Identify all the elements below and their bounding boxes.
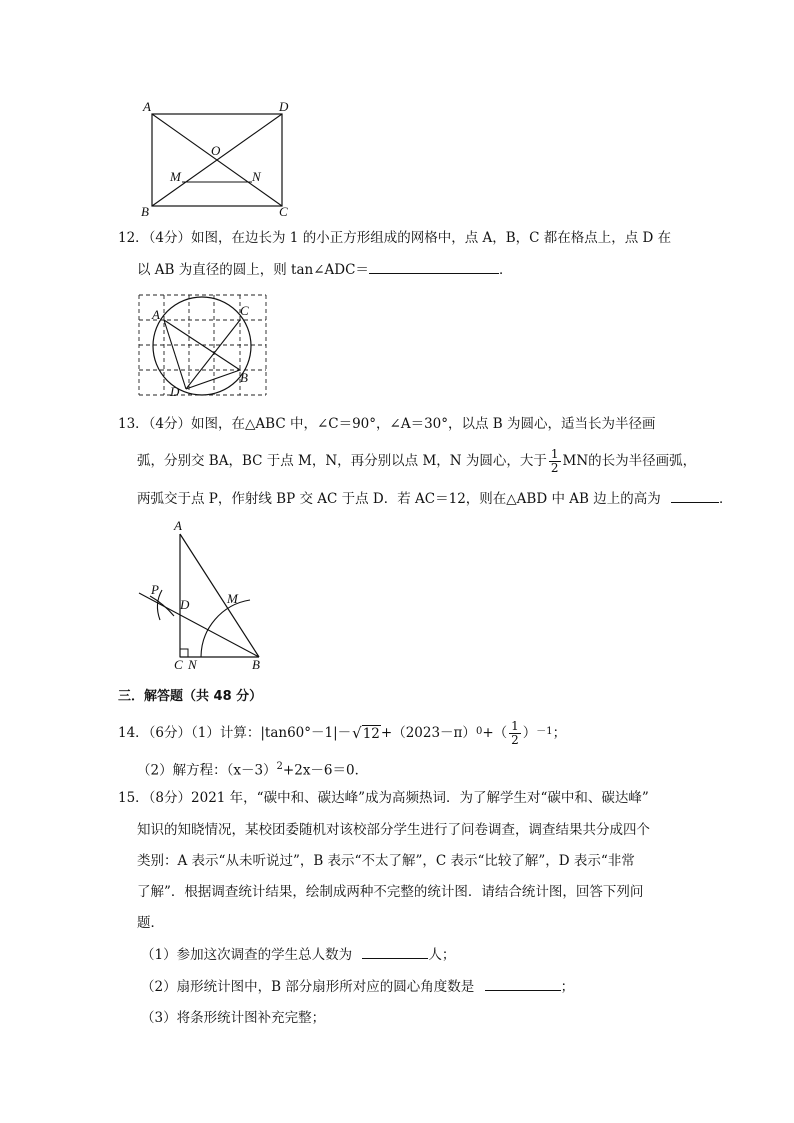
- figure-rectangle-diagonals: [138, 98, 298, 220]
- q13-line2-text-b: MN的长为半径画弧，: [562, 453, 697, 469]
- q15-line5: 题．: [137, 915, 164, 931]
- q13-line1: 13．（4分）如图，在△ABC 中，∠C＝90°，∠A＝30°，以点 B 为圆心，适当长为半径画: [118, 416, 656, 432]
- label-d: D: [170, 384, 180, 399]
- segment-ad: [164, 320, 186, 389]
- q15-sub1-text-b: 人；: [428, 947, 456, 963]
- circle-ab-diameter: [153, 297, 251, 395]
- arc-p-2: [150, 596, 174, 616]
- exponent-two: 2: [276, 761, 283, 772]
- q14-line1-text-e: ；: [552, 725, 567, 741]
- section-3-heading: 三．解答题（共 48 分）: [118, 689, 263, 704]
- figure-right-triangle: [134, 516, 274, 672]
- q15-sub2-blank[interactable]: [485, 976, 561, 991]
- q12-line2-end: ．: [498, 262, 513, 278]
- q13-line3-end: ．: [719, 491, 733, 507]
- label-d: D: [279, 99, 289, 114]
- label-c: C: [279, 204, 288, 219]
- q14-line2-text-b: +2x－6＝0．: [282, 762, 369, 779]
- q15-sub2-text-a: （2）扇形统计图中，B 部分扇形所对应的圆心角度数是: [141, 979, 475, 995]
- q12-line1: 12．（4分）如图，在边长为 1 的小正方形组成的网格中，点 A，B，C 都在格点上，点 D 在: [118, 230, 672, 246]
- q14-line1: [118, 718, 566, 748]
- q15-sub1-text-a: （1）参加这次调查的学生总人数为: [141, 947, 353, 963]
- label-a: A: [174, 518, 182, 533]
- q15-line1: 15．（8分）2021 年，“碳中和、碳达峰”成为高频热词．为了解学生对“碳中和、碳达峰”: [118, 790, 649, 806]
- label-c: C: [174, 657, 183, 672]
- q13-line2: [137, 446, 696, 476]
- q15-sub1-blank[interactable]: [362, 944, 428, 959]
- right-angle-mark: [180, 649, 188, 657]
- label-b: B: [252, 657, 260, 672]
- q14-line1-text-c: +（: [482, 725, 508, 741]
- figure-grid-circle: [134, 290, 274, 400]
- q15-line2: 知识的知晓情况，某校团委随机对该校部分学生进行了问卷调查，调查结果共分成四个: [137, 822, 650, 838]
- label-b: B: [141, 204, 149, 219]
- q12-line2: [137, 259, 512, 280]
- label-d: D: [180, 597, 190, 612]
- fraction-denominator: 2: [511, 732, 519, 747]
- q13-answer-blank[interactable]: [671, 488, 719, 503]
- sqrt-sign: √: [352, 724, 362, 742]
- label-p: P: [151, 582, 159, 597]
- label-n: N: [188, 657, 197, 672]
- segment-dc: [186, 320, 240, 389]
- q14-fraction-half: [509, 720, 521, 747]
- label-m: M: [170, 169, 181, 184]
- exponent-neg-one: －1: [536, 726, 553, 737]
- q14-line1-text-d: ）: [522, 725, 537, 741]
- q15-line3: 类别：A 表示“从未听说过”，B 表示“不太了解”，C 表示“比较了解”，D 表示“非常: [137, 853, 635, 869]
- q15-sub2: [141, 976, 574, 997]
- side-ab: [180, 534, 259, 657]
- q15-sub1: [141, 944, 455, 965]
- label-o: O: [211, 143, 221, 158]
- q12-answer-blank[interactable]: [369, 259, 499, 274]
- sqrt-argument: 12: [362, 725, 380, 742]
- q14-line2-text-a: （2）解方程：（x－3）: [137, 762, 277, 779]
- q12-line2-text: 以 AB 为直径的圆上，则 tan∠ADC＝: [137, 262, 369, 278]
- label-m: M: [227, 591, 238, 606]
- q13-line3: [137, 488, 733, 509]
- label-a: A: [152, 307, 160, 322]
- label-b: B: [240, 370, 248, 385]
- fraction-numerator: 1: [550, 446, 559, 461]
- label-a: A: [143, 99, 151, 114]
- q15-sub2-text-b: ；: [560, 979, 575, 995]
- q14-line2: [137, 757, 368, 781]
- exponent-zero: 0: [475, 726, 483, 737]
- fraction-denominator: 2: [550, 460, 559, 475]
- q15-sub3: （3）将条形统计图补充完整；: [141, 1010, 326, 1026]
- q14-line1-text-a: 14．（6分）（1）计算：|tan60°－1|－: [118, 725, 352, 741]
- q14-line1-text-b: +（2023－π）: [380, 725, 476, 741]
- fraction-numerator: 1: [511, 718, 519, 733]
- q13-line3-text: 两弧交于点 P，作射线 BP 交 AC 于点 D．若 AC＝12，则在△ABD 中 AB 边上的高为: [137, 491, 661, 507]
- q15-line4: 了解”．根据调查统计结果，绘制成两种不完整的统计图．请结合统计图，回答下列问: [137, 884, 644, 900]
- q13-line2-text-a: 弧，分别交 BA，BC 于点 M，N，再分别以点 M，N 为圆心，大于: [137, 453, 547, 469]
- label-n: N: [252, 169, 261, 184]
- q13-fraction-half: [549, 448, 561, 475]
- label-c: C: [240, 303, 249, 318]
